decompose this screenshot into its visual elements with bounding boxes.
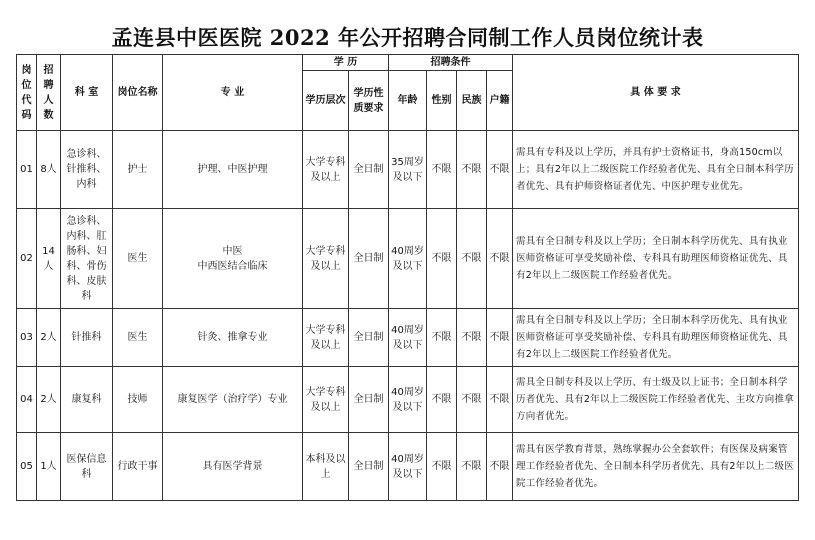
cell-hukou: 不限 — [487, 209, 513, 309]
cell-gender: 不限 — [427, 433, 457, 501]
cell-gender: 不限 — [427, 367, 457, 433]
cell-position: 护士 — [113, 131, 163, 209]
cell-requirements: 需具有专科及以上学历，并具有护士资格证书，身高150cm以上；具有2年以上二级医院工作经验者优先、具有全日制本科学历者优先、具有护师资格证者优先、中医护理专业优先。 — [513, 131, 799, 209]
cell-ethnic: 不限 — [457, 131, 487, 209]
cell-ethnic: 不限 — [457, 433, 487, 501]
cell-position: 行政干事 — [113, 433, 163, 501]
cell-ethnic: 不限 — [457, 309, 487, 367]
cell-code: 01 — [17, 131, 37, 209]
cell-gender: 不限 — [427, 309, 457, 367]
cell-requirements: 需具有医学教育背景，熟练掌握办公全套软件；有医保及病案管理工作经验者优先、全日制本科学历者优先、具有2年以上二级医院工作经验者优先。 — [513, 433, 799, 501]
cell-count: 2人 — [37, 309, 61, 367]
cell-edu-level: 大学专科及以上 — [303, 209, 349, 309]
cell-major: 具有医学背景 — [163, 433, 303, 501]
cell-edu-level: 大学专科及以上 — [303, 367, 349, 433]
cell-ethnic: 不限 — [457, 209, 487, 309]
table-row — [17, 209, 799, 309]
cell-edu-type: 全日制 — [349, 433, 389, 501]
cell-position: 技师 — [113, 367, 163, 433]
cell-edu-type: 全日制 — [349, 131, 389, 209]
cell-position: 医生 — [113, 209, 163, 309]
cell-major: 康复医学（治疗学）专业 — [163, 367, 303, 433]
header-code: 岗位代码 — [17, 55, 37, 131]
cell-count: 8人 — [37, 131, 61, 209]
header-edu-level: 学历层次 — [303, 71, 349, 131]
cell-ethnic: 不限 — [457, 367, 487, 433]
header-edu-group: 学 历 — [303, 55, 389, 71]
cell-code: 05 — [17, 433, 37, 501]
cell-edu-level: 大学专科及以上 — [303, 309, 349, 367]
header-position: 岗位名称 — [113, 55, 163, 131]
cell-major: 护理、中医护理 — [163, 131, 303, 209]
table-row — [17, 433, 799, 501]
table-row — [17, 131, 799, 209]
cell-count: 1人 — [37, 433, 61, 501]
cell-edu-type: 全日制 — [349, 367, 389, 433]
cell-dept: 急诊科、针推科、内科 — [61, 131, 113, 209]
cell-edu-type: 全日制 — [349, 309, 389, 367]
cell-edu-level: 大学专科及以上 — [303, 131, 349, 209]
cell-position: 医生 — [113, 309, 163, 367]
header-count: 招聘人数 — [37, 55, 61, 131]
table-row — [17, 309, 799, 367]
cell-code: 02 — [17, 209, 37, 309]
header-age: 年龄 — [389, 71, 427, 131]
header-hukou: 户籍 — [487, 71, 513, 131]
header-edu-type: 学历性质要求 — [349, 71, 389, 131]
cell-requirements: 需具全日制专科及以上学历、有士级及以上证书；全日制本科学历者优先、具有2年以上二级医院工作经验者优先、主攻方向推拿方向者优先。 — [513, 367, 799, 433]
cell-age: 40周岁及以下 — [389, 209, 427, 309]
cell-edu-level: 本科及以上 — [303, 433, 349, 501]
cell-age: 40周岁及以下 — [389, 433, 427, 501]
header-requirements: 具 体 要 求 — [513, 55, 799, 131]
page-title: 孟连县中医医院 2022 年公开招聘合同制工作人员岗位统计表 — [111, 25, 704, 50]
cell-hukou: 不限 — [487, 309, 513, 367]
cell-major: 针灸、推拿专业 — [163, 309, 303, 367]
cell-dept: 康复科 — [61, 367, 113, 433]
cell-dept: 医保信息科 — [61, 433, 113, 501]
cell-requirements: 需具有全日制专科及以上学历；全日制本科学历优先、具有执业医师资格证可享受奖励补偿、专科具有助理医师资格证优先、具有2年以上二级医院工作经验者优先。 — [513, 209, 799, 309]
header-gender: 性别 — [427, 71, 457, 131]
header-major: 专 业 — [163, 55, 303, 131]
cell-dept: 急诊科、内科、肛肠科、妇科、骨伤科、皮肤科 — [61, 209, 113, 309]
cell-requirements: 需具有全日制专科及以上学历；全日制本科学历优先、具有执业医师资格证可享受奖励补偿、专科具有助理医师资格证优先、具有2年以上二级医院工作经验者优先。 — [513, 309, 799, 367]
cell-age: 35周岁及以下 — [389, 131, 427, 209]
cell-age: 40周岁及以下 — [389, 309, 427, 367]
cell-count: 14人 — [37, 209, 61, 309]
cell-age: 40周岁及以下 — [389, 367, 427, 433]
header-cond-group: 招聘条件 — [389, 55, 513, 71]
cell-hukou: 不限 — [487, 131, 513, 209]
cell-hukou: 不限 — [487, 433, 513, 501]
header-dept: 科 室 — [61, 55, 113, 131]
cell-gender: 不限 — [427, 131, 457, 209]
cell-gender: 不限 — [427, 209, 457, 309]
positions-table — [16, 54, 799, 501]
cell-code: 03 — [17, 309, 37, 367]
cell-major: 中医 中西医结合临床 — [163, 209, 303, 309]
cell-count: 2人 — [37, 367, 61, 433]
cell-edu-type: 全日制 — [349, 209, 389, 309]
header-ethnic: 民族 — [457, 71, 487, 131]
cell-code: 04 — [17, 367, 37, 433]
table-row — [17, 367, 799, 433]
cell-dept: 针推科 — [61, 309, 113, 367]
cell-hukou: 不限 — [487, 367, 513, 433]
